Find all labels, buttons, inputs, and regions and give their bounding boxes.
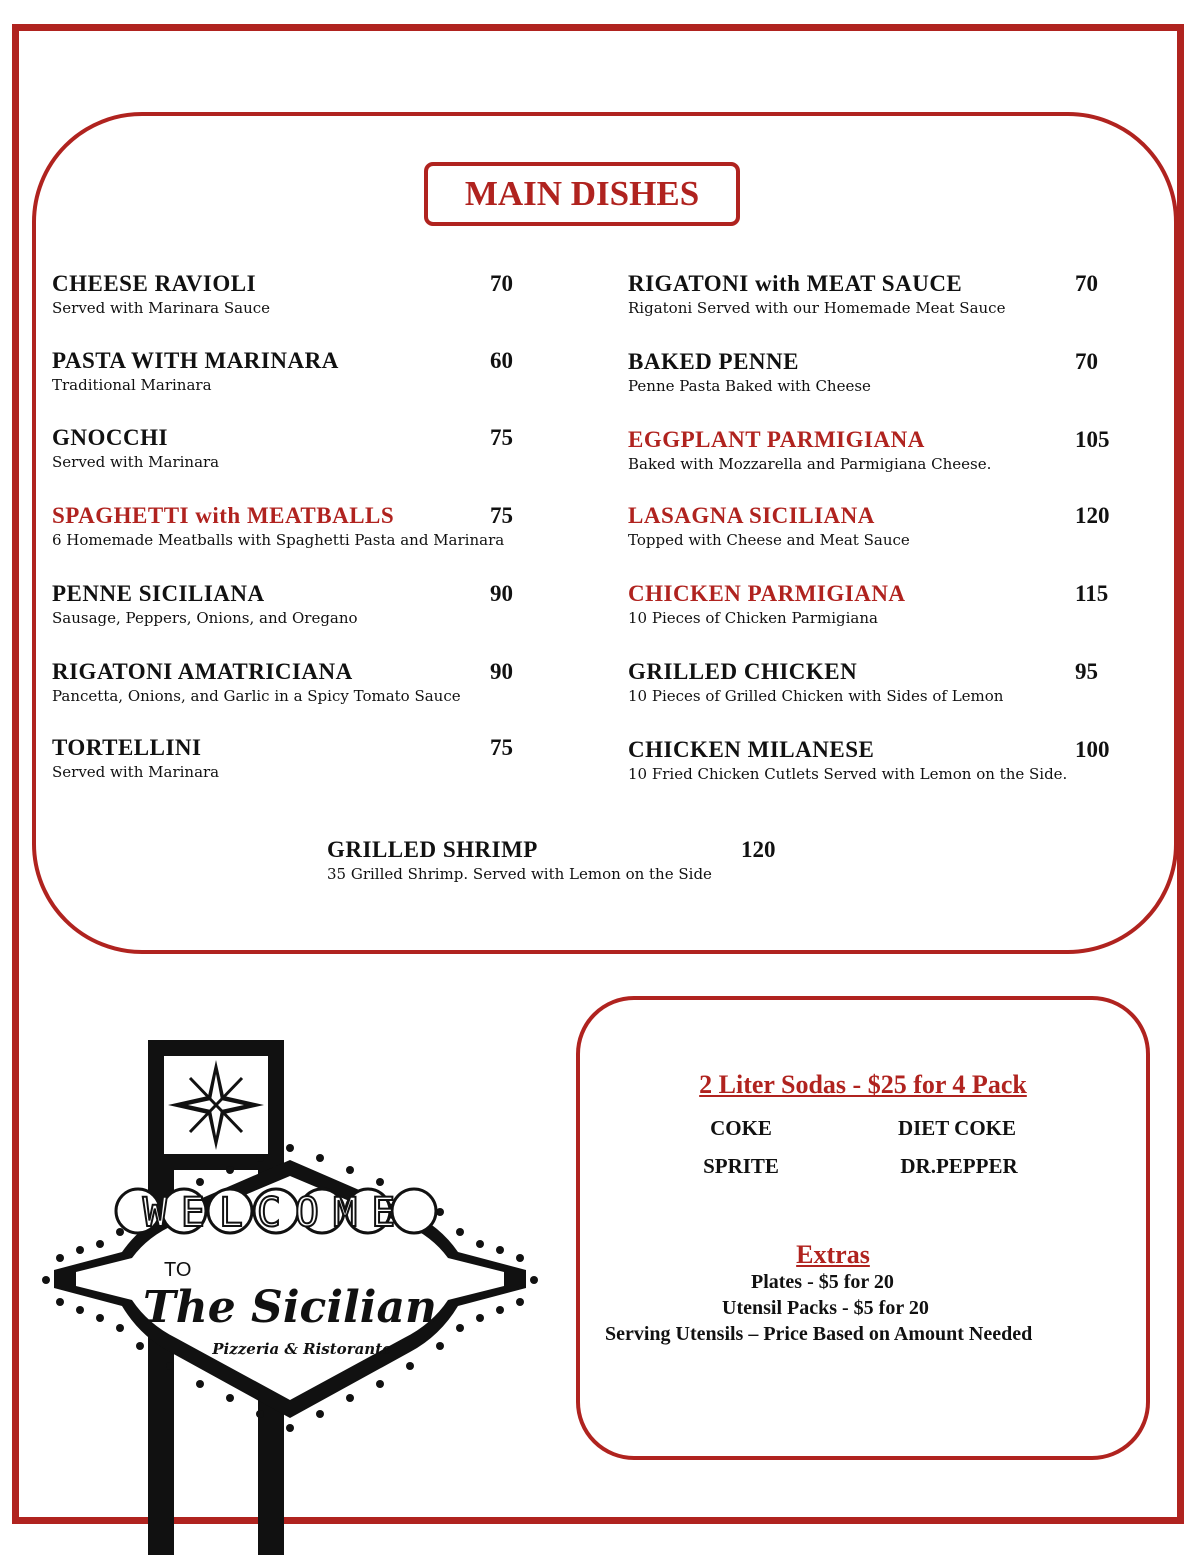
menu-item: [628, 581, 906, 629]
dish-price: 70: [1075, 349, 1098, 374]
extra-item: Utensil Packs - $5 for 20: [722, 1297, 929, 1319]
dish-description: Pancetta, Onions, and Garlic in a Spicy Tomato Sauce: [52, 687, 461, 705]
sodas-title: 2 Liter Sodas - $25 for 4 Pack: [699, 1070, 1027, 1099]
dish-name: CHICKEN MILANESE: [628, 737, 875, 762]
dish-name: RIGATONI AMATRICIANA: [52, 659, 353, 684]
extras-title: Extras: [796, 1240, 870, 1269]
menu-item: [52, 503, 504, 551]
welcome-sign-logo: [40, 1036, 550, 1555]
main-dishes-title: MAIN DISHES: [464, 174, 700, 213]
dish-description: Rigatoni Served with our Homemade Meat Sauce: [628, 299, 1006, 317]
main-dishes-title-box: [424, 162, 740, 226]
dish-price: 120: [741, 837, 776, 862]
extra-item: Serving Utensils – Price Based on Amount Needed: [605, 1323, 1033, 1345]
dish-description: Served with Marinara Sauce: [52, 299, 271, 317]
menu-item: [628, 737, 1067, 785]
sign-welcome-text: WELCOME: [142, 1190, 410, 1236]
dish-price: 115: [1075, 581, 1109, 606]
dish-name: SPAGHETTI with MEATBALLS: [52, 503, 395, 528]
menu-item: [628, 503, 910, 551]
dish-description: 10 Pieces of Grilled Chicken with Sides of Lemon: [628, 687, 1004, 705]
menu-item: [52, 659, 461, 707]
dish-description: Served with Marinara: [52, 453, 220, 471]
menu-item: [628, 427, 991, 475]
dish-description: Topped with Cheese and Meat Sauce: [628, 531, 910, 549]
dish-name: CHEESE RAVIOLI: [52, 271, 257, 296]
menu-item: [628, 271, 1005, 319]
dish-description: Baked with Mozzarella and Parmigiana Cheese.: [628, 455, 992, 473]
menu-item: [52, 425, 219, 473]
dish-description: Sausage, Peppers, Onions, and Oregano: [52, 609, 358, 627]
dish-price: 90: [490, 659, 513, 684]
dish-price: 95: [1075, 659, 1098, 684]
soda-item: DR.PEPPER: [900, 1154, 1018, 1178]
dish-name: PASTA WITH MARINARA: [52, 348, 339, 373]
dish-price: 75: [490, 735, 513, 760]
dish-price: 90: [490, 581, 513, 606]
dish-description: Penne Pasta Baked with Cheese: [628, 377, 871, 395]
menu-item: [52, 735, 219, 783]
dish-description: 35 Grilled Shrimp. Served with Lemon on the Side: [327, 865, 712, 883]
dish-price: 75: [490, 503, 513, 528]
soda-item: COKE: [710, 1116, 772, 1140]
dish-name: PENNE SICILIANA: [52, 581, 265, 606]
dish-price: 75: [490, 425, 513, 450]
dish-name: GRILLED CHICKEN: [628, 659, 858, 684]
dish-name: GRILLED SHRIMP: [327, 837, 538, 862]
dish-name: CHICKEN PARMIGIANA: [628, 581, 906, 606]
sign-to-text: TO: [164, 1259, 192, 1281]
menu-item: [327, 837, 712, 885]
dish-price: 105: [1075, 427, 1110, 452]
dish-price: 70: [1075, 271, 1098, 296]
dish-name: RIGATONI with MEAT SAUCE: [628, 271, 963, 296]
dish-price: 70: [490, 271, 513, 296]
dish-description: 10 Fried Chicken Cutlets Served with Lemon on the Side.: [628, 765, 1068, 783]
extra-item: Plates - $5 for 20: [751, 1271, 894, 1293]
dish-price: 120: [1075, 503, 1110, 528]
drinks-extras-panel: [576, 996, 1150, 1460]
dish-name: LASAGNA SICILIANA: [628, 503, 875, 528]
sign-restaurant-name: The Sicilian: [143, 1282, 437, 1333]
dish-price: 60: [490, 348, 513, 373]
dish-name: TORTELLINI: [52, 735, 202, 760]
dish-description: Traditional Marinara: [52, 376, 212, 394]
sign-tagline: Pizzeria & Ristorante: [212, 1340, 392, 1358]
soda-item: SPRITE: [703, 1154, 779, 1178]
menu-item: [52, 271, 270, 319]
dish-name: EGGPLANT PARMIGIANA: [628, 427, 925, 452]
menu-item: [52, 348, 339, 396]
dish-description: 10 Pieces of Chicken Parmigiana: [628, 609, 878, 627]
menu-item: [52, 581, 358, 629]
dish-price: 100: [1075, 737, 1110, 762]
dish-name: BAKED PENNE: [628, 349, 799, 374]
menu-item: [628, 659, 1003, 707]
menu-item: [628, 349, 871, 397]
dish-description: Served with Marinara: [52, 763, 220, 781]
soda-item: DIET COKE: [897, 1116, 1017, 1140]
dish-description: 6 Homemade Meatballs with Spaghetti Pasta and Marinara: [52, 531, 505, 549]
dish-name: GNOCCHI: [52, 425, 168, 450]
